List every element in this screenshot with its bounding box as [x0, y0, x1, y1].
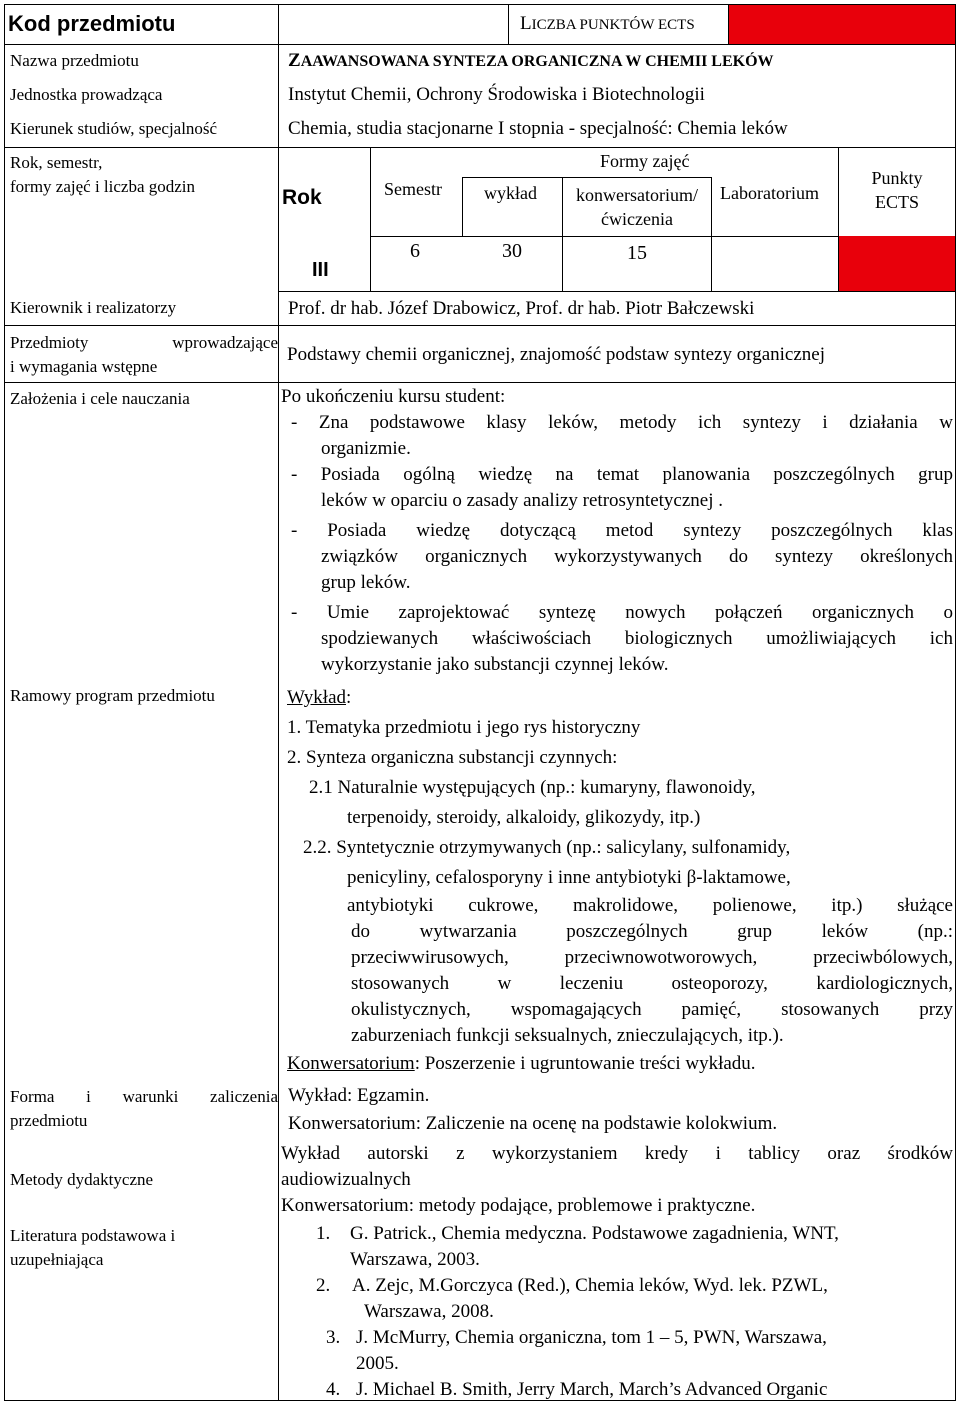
- course-name-value: [288, 48, 774, 75]
- schedule-year-value: III: [312, 259, 329, 281]
- course-name-first: Z: [288, 50, 301, 71]
- literature-item-line1: G. Patrick., Chemia medyczna. Podstawowe zagadnienia, WNT,: [350, 1223, 839, 1244]
- program-label: Ramowy program przedmiotu: [10, 686, 215, 705]
- schedule-seminar-header-line1: konwersatorium/: [576, 185, 698, 205]
- assessment-label-w4: zaliczenia: [210, 1087, 278, 1106]
- ects-header: [520, 11, 695, 38]
- assessment-line-2: Konwersatorium: Zaliczenie na ocenę na podstawie kolokwium.: [288, 1113, 778, 1134]
- literature-item-number: 3.: [326, 1327, 341, 1348]
- course-name-label: Nazwa przedmiotu: [10, 51, 139, 70]
- schedule-semester-value: 6: [410, 240, 420, 262]
- field-value: Chemia, studia stacjonarne I stopnia - specjalność: Chemia leków: [288, 118, 788, 139]
- literature-item: [316, 1273, 952, 1325]
- schedule-lecture-hours: 30: [502, 240, 522, 262]
- assessment-line-1: Wykład: Egzamin.: [288, 1085, 430, 1106]
- methods-line-3: Konwersatorium: metody podające, problemowe i praktyczne.: [281, 1195, 756, 1216]
- program-line-2-2g: okulistycznych, wspomagających pamięć, stosowanych przy: [351, 999, 953, 1020]
- assessment-label-w1: Forma: [10, 1087, 55, 1106]
- schedule-seminar-hours: 15: [627, 242, 647, 264]
- prerequisites-label-line2: i wymagania wstępne: [10, 357, 158, 376]
- year-semester-label: [10, 151, 195, 199]
- goal-item-4-line3: wykorzystanie jako substancji czynnej leków.: [321, 654, 669, 675]
- literature-label-line2: uzupełniająca: [10, 1250, 104, 1269]
- program-line-1: 1. Tematyka przedmiotu i jego rys historyczny: [287, 717, 641, 738]
- program-line-2-2f: stosowanych w leczeniu osteoporozy, kardiologicznych,: [351, 973, 953, 994]
- schedule-semester-header: Semestr: [384, 179, 442, 199]
- ects-red-cell: [839, 236, 955, 291]
- schedule-ects-header-line1: Punkty: [871, 168, 923, 188]
- year-semester-label-line1: Rok, semestr,: [10, 153, 103, 172]
- program-line-2-2: 2.2. Syntetycznie otrzymywanych (np.: salicylany, sulfonamidy,: [303, 837, 791, 858]
- goal-item-1: [291, 410, 953, 462]
- schedule-seminar-header: [562, 183, 712, 231]
- goal-item-1-line2: organizmie.: [321, 438, 411, 459]
- literature-item-line2: 2005.: [356, 1353, 399, 1374]
- prerequisites-label-word2: wprowadzające: [172, 333, 278, 352]
- program-line-2-1b: terpenoidy, steroidy, alkaloidy, glikozydy, itp.): [347, 807, 701, 828]
- program-line-2-2e: przeciwwirusowych, przeciwnowotworowych, przeciwbólowych,: [351, 947, 953, 968]
- program-content: [287, 683, 953, 1079]
- goals-content: [281, 384, 953, 678]
- course-code-label: Kod przedmiotu: [8, 11, 176, 36]
- goals-intro: Po ukończeniu kursu student:: [281, 386, 506, 407]
- methods-label: Metody dydaktyczne: [10, 1170, 154, 1189]
- assessment-content: [288, 1082, 777, 1138]
- goal-item-3: [291, 518, 953, 596]
- schedule-year-header: Rok: [282, 186, 322, 209]
- program-line-2-2b: penicyliny, cefalosporyny i inne antybiotyki β-laktamowe,: [347, 867, 791, 888]
- prerequisites-label-word1: Przedmioty: [10, 333, 89, 352]
- program-line-2-2c: [347, 893, 953, 1049]
- schedule-seminar-header-line2: ćwiczenia: [601, 209, 673, 229]
- goal-item-3-line1: - Posiada wiedzę dotyczącą metod syntezy poszczególnych klas: [291, 520, 953, 541]
- goal-item-1-line1: - Zna podstawowe klasy leków, metody ich syntezy i działania w: [291, 412, 953, 433]
- program-seminar-heading: Konwersatorium: [287, 1053, 415, 1074]
- literature-label: [10, 1224, 175, 1272]
- schedule-forms-header: Formy zajęć: [600, 151, 690, 171]
- schedule-lecture-header: wykład: [484, 183, 537, 203]
- coordinator-value: Prof. dr hab. Józef Drabowicz, Prof. dr hab. Piotr Bałczewski: [288, 298, 755, 319]
- goal-item-3-line3: grup leków.: [321, 572, 411, 593]
- literature-item-line2: Warszawa, 2008.: [364, 1301, 494, 1322]
- literature-content: [316, 1221, 952, 1403]
- assessment-label-w2: i: [86, 1087, 91, 1106]
- literature-item-number: 1.: [316, 1223, 331, 1244]
- literature-item-number: 4.: [326, 1379, 341, 1400]
- program-lecture-heading-text: Wykład: [287, 687, 347, 708]
- unit-label: Jednostka prowadząca: [10, 85, 163, 104]
- program-line-2-2h: zaburzeniach funkcji seksualnych, znieczulających, itp.).: [351, 1025, 784, 1046]
- schedule-lab-header: Laboratorium: [720, 183, 819, 203]
- program-seminar-text: : Poszerzenie i ugruntowanie treści wykładu.: [414, 1053, 756, 1074]
- header-red-cell: [729, 5, 955, 44]
- program-line-2-2c-text: antybiotyki cukrowe, makrolidowe, polienowe, itp.) służące: [347, 895, 953, 916]
- goal-item-4-line2: spodziewanych właściwościach biologicznych umożliwiających ich: [321, 628, 953, 649]
- course-name-rest: AAWANSOWANA SYNTEZA ORGANICZNA W CHEMII LEKÓW: [300, 53, 774, 70]
- literature-item-number: 2.: [316, 1275, 331, 1296]
- coordinator-label: Kierownik i realizatorzy: [10, 298, 177, 317]
- program-line-2-1: 2.1 Naturalnie występujących (np.: kumaryny, flawonoidy,: [309, 777, 756, 798]
- program-lecture-heading-colon: :: [346, 687, 352, 708]
- prerequisites-value: Podstawy chemii organicznej, znajomość podstaw syntezy organicznej: [287, 344, 826, 365]
- goal-item-4-line1: - Umie zaprojektować syntezę nowych połączeń organicznych o: [291, 602, 953, 623]
- literature-item: [316, 1221, 952, 1273]
- goal-item-2-line2: leków w oparciu o zasady analizy retrosyntetycznej .: [321, 490, 724, 511]
- goal-item-2-line1: - Posiada ogólną wiedzę na temat planowania poszczególnych grup: [291, 464, 953, 485]
- schedule-ects-header-line2: ECTS: [874, 192, 919, 212]
- assessment-label-line2: przedmiotu: [10, 1111, 88, 1130]
- literature-item-line1: J. Michael B. Smith, Jerry March, March’s Advanced Organic: [356, 1379, 828, 1400]
- methods-line-1: Wykład autorski z wykorzystaniem kredy i tablicy oraz środków: [281, 1143, 953, 1164]
- assessment-label: [10, 1085, 278, 1133]
- program-line-2: 2. Synteza organiczna substancji czynnych:: [287, 747, 618, 768]
- literature-item-line1: A. Zejc, M.Gorczyca (Red.), Chemia leków, Wyd. lek. PZWL,: [352, 1275, 828, 1296]
- field-label: Kierunek studiów, specjalność: [10, 119, 218, 138]
- unit-value: Instytut Chemii, Ochrony Środowiska i Biotechnologii: [288, 84, 705, 105]
- program-seminar: [287, 1049, 953, 1079]
- year-semester-label-line2: formy zajęć i liczba godzin: [10, 177, 196, 196]
- program-line-2-2d: do wytwarzania poszczególnych grup leków (np.:: [351, 921, 953, 942]
- literature-item: [326, 1325, 952, 1377]
- program-lecture-heading: [287, 683, 953, 713]
- methods-content: [281, 1141, 953, 1219]
- ects-header-first: L: [520, 13, 532, 34]
- goals-label: Założenia i cele nauczania: [10, 389, 190, 408]
- ects-header-rest: ICZBA PUNKTÓW ECTS: [531, 17, 695, 33]
- goal-item-2: [291, 462, 953, 514]
- literature-item-line1: J. McMurry, Chemia organiczna, tom 1 – 5, PWN, Warszawa,: [356, 1327, 827, 1348]
- literature-label-line1: Literatura podstawowa i: [10, 1226, 176, 1245]
- goal-item-3-line2: związków organicznych wykorzystywanych do syntezy określonych: [321, 546, 953, 567]
- prerequisites-label: [10, 331, 278, 379]
- assessment-label-w3: warunki: [122, 1087, 179, 1106]
- literature-item: [326, 1377, 952, 1403]
- literature-item-line2: Warszawa, 2003.: [350, 1249, 480, 1270]
- goal-item-4: [291, 600, 953, 678]
- methods-line-2: audiowizualnych: [281, 1169, 411, 1190]
- schedule-ects-header: [839, 166, 955, 214]
